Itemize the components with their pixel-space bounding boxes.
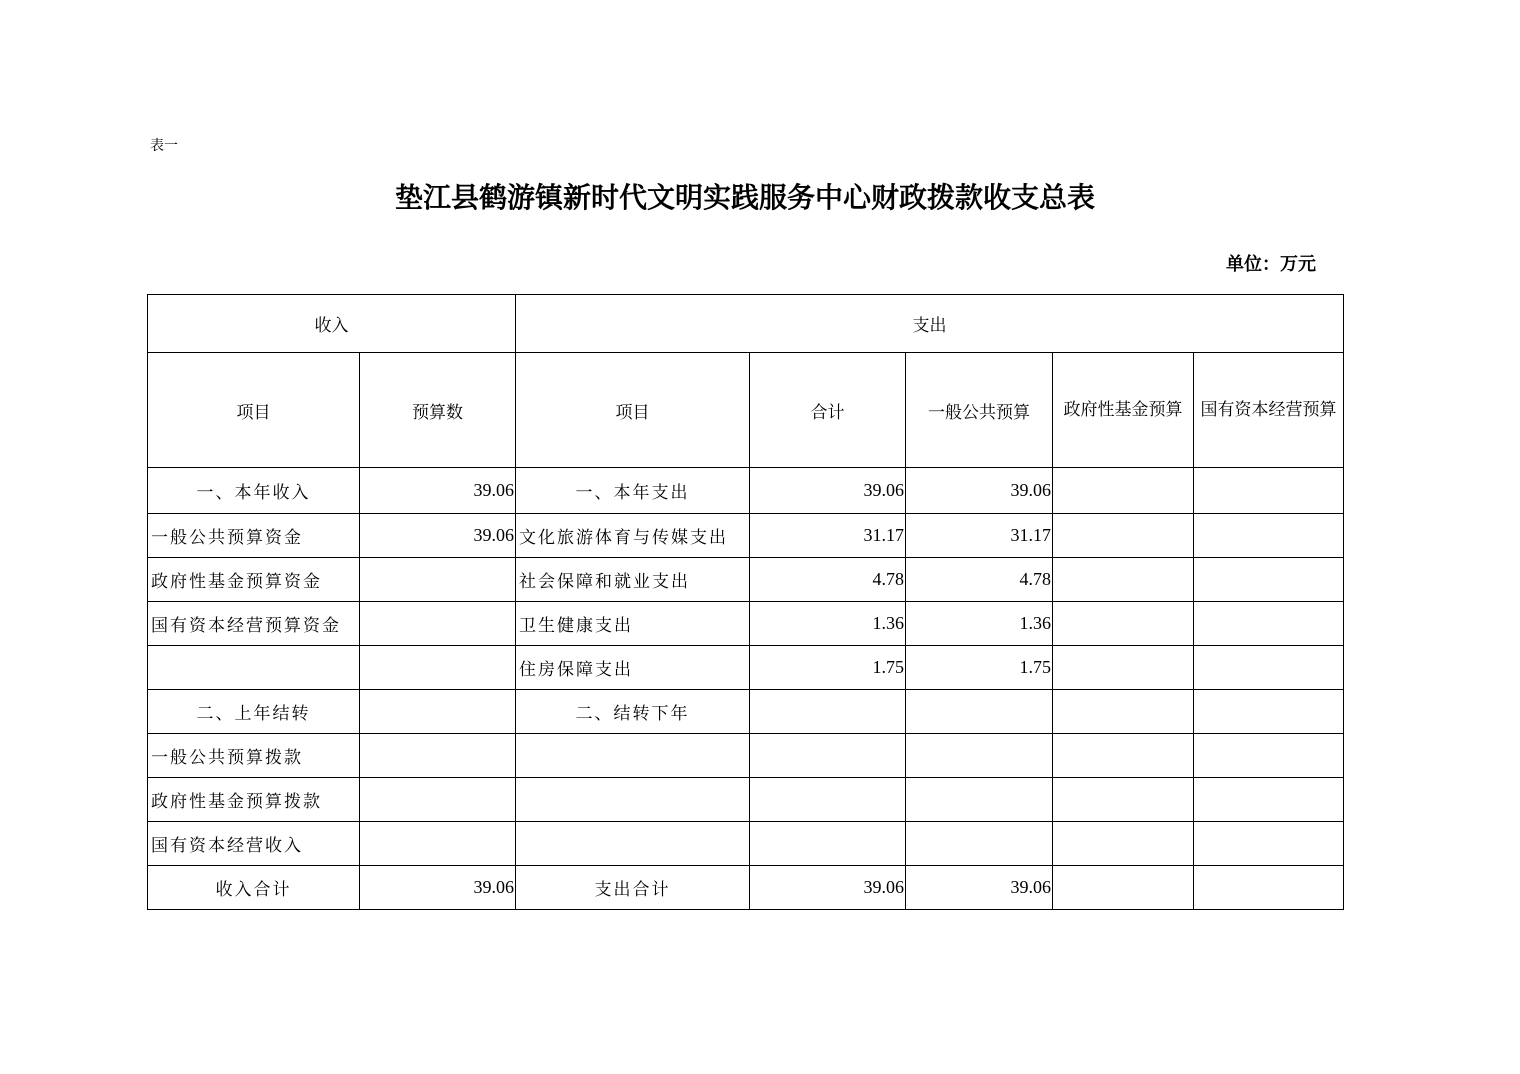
group-header-row — [148, 295, 1344, 353]
state-capital-budget-header: 国有资本经营预算 — [1194, 353, 1344, 468]
table-label: 表一 — [150, 138, 178, 154]
table-row — [148, 778, 1344, 822]
expenditure-item-cell: 一、本年支出 — [516, 468, 750, 514]
income-budget-cell — [360, 822, 516, 866]
expenditure-item-cell: 卫生健康支出 — [516, 602, 750, 646]
income-item-cell: 政府性基金预算资金 — [148, 558, 360, 602]
state-capital-budget-cell — [1194, 558, 1344, 602]
gov-fund-budget-cell — [1053, 778, 1194, 822]
state-capital-budget-cell — [1194, 822, 1344, 866]
state-capital-budget-cell — [1194, 468, 1344, 514]
general-budget-cell: 1.75 — [906, 646, 1053, 690]
expenditure-total-cell — [750, 822, 906, 866]
gov-fund-budget-cell — [1053, 558, 1194, 602]
general-budget-cell — [906, 734, 1053, 778]
expenditure-item-cell: 二、结转下年 — [516, 690, 750, 734]
table-row — [148, 822, 1344, 866]
expenditure-item-cell: 住房保障支出 — [516, 646, 750, 690]
gov-fund-budget-cell — [1053, 514, 1194, 558]
expenditure-total-cell: 1.36 — [750, 602, 906, 646]
state-capital-budget-cell — [1194, 866, 1344, 910]
income-item-cell: 一般公共预算资金 — [148, 514, 360, 558]
gov-fund-budget-cell — [1053, 602, 1194, 646]
income-item-cell: 一般公共预算拨款 — [148, 734, 360, 778]
general-budget-cell: 39.06 — [906, 866, 1053, 910]
income-budget-cell — [360, 734, 516, 778]
expenditure-total-cell — [750, 778, 906, 822]
expenditure-total-cell: 39.06 — [750, 468, 906, 514]
income-budget-cell: 39.06 — [360, 866, 516, 910]
income-budget-cell — [360, 558, 516, 602]
income-item-cell: 国有资本经营收入 — [148, 822, 360, 866]
gov-fund-budget-cell — [1053, 468, 1194, 514]
general-budget-header: 一般公共预算 — [906, 353, 1053, 468]
income-budget-header: 预算数 — [360, 353, 516, 468]
expenditure-item-cell — [516, 822, 750, 866]
income-budget-cell — [360, 690, 516, 734]
expenditure-item-cell: 社会保障和就业支出 — [516, 558, 750, 602]
expenditure-item-cell — [516, 734, 750, 778]
expenditure-total-cell: 31.17 — [750, 514, 906, 558]
income-item-cell: 国有资本经营预算资金 — [148, 602, 360, 646]
table-row — [148, 866, 1344, 910]
income-item-header: 项目 — [148, 353, 360, 468]
expenditure-item-cell: 支出合计 — [516, 866, 750, 910]
unit-label: 单位：万元 — [1226, 254, 1316, 275]
expenditure-total-cell — [750, 734, 906, 778]
expenditure-total-cell: 1.75 — [750, 646, 906, 690]
table-row — [148, 734, 1344, 778]
income-item-cell: 二、上年结转 — [148, 690, 360, 734]
column-header-row — [148, 353, 1344, 468]
expenditure-total-cell: 4.78 — [750, 558, 906, 602]
expenditure-total-cell — [750, 690, 906, 734]
expenditure-total-header: 合计 — [750, 353, 906, 468]
table-row — [148, 558, 1344, 602]
income-budget-cell: 39.06 — [360, 468, 516, 514]
income-budget-cell — [360, 646, 516, 690]
expenditure-item-header: 项目 — [516, 353, 750, 468]
gov-fund-budget-cell — [1053, 822, 1194, 866]
budget-summary-table — [147, 294, 1344, 910]
table-row — [148, 602, 1344, 646]
general-budget-cell: 1.36 — [906, 602, 1053, 646]
document-title: 垫江县鹤游镇新时代文明实践服务中心财政拨款收支总表 — [394, 181, 1095, 214]
expenditure-item-cell — [516, 778, 750, 822]
expenditure-item-cell: 文化旅游体育与传媒支出 — [516, 514, 750, 558]
table-row — [148, 690, 1344, 734]
table-row — [148, 646, 1344, 690]
income-group-header: 收入 — [148, 295, 516, 353]
general-budget-cell — [906, 778, 1053, 822]
table-row — [148, 514, 1344, 558]
state-capital-budget-cell — [1194, 602, 1344, 646]
gov-fund-budget-cell — [1053, 866, 1194, 910]
income-item-cell — [148, 646, 360, 690]
gov-fund-budget-cell — [1053, 646, 1194, 690]
general-budget-cell: 31.17 — [906, 514, 1053, 558]
income-budget-cell: 39.06 — [360, 514, 516, 558]
general-budget-cell: 4.78 — [906, 558, 1053, 602]
table-row — [148, 468, 1344, 514]
income-item-cell: 政府性基金预算拨款 — [148, 778, 360, 822]
state-capital-budget-cell — [1194, 734, 1344, 778]
state-capital-budget-cell — [1194, 690, 1344, 734]
gov-fund-budget-header: 政府性基金预算 — [1053, 353, 1194, 468]
general-budget-cell — [906, 690, 1053, 734]
expenditure-group-header: 支出 — [516, 295, 1344, 353]
gov-fund-budget-cell — [1053, 690, 1194, 734]
expenditure-total-cell: 39.06 — [750, 866, 906, 910]
state-capital-budget-cell — [1194, 514, 1344, 558]
state-capital-budget-cell — [1194, 778, 1344, 822]
income-item-cell: 一、本年收入 — [148, 468, 360, 514]
gov-fund-budget-cell — [1053, 734, 1194, 778]
income-budget-cell — [360, 602, 516, 646]
income-budget-cell — [360, 778, 516, 822]
state-capital-budget-cell — [1194, 646, 1344, 690]
general-budget-cell — [906, 822, 1053, 866]
income-item-cell: 收入合计 — [148, 866, 360, 910]
general-budget-cell: 39.06 — [906, 468, 1053, 514]
